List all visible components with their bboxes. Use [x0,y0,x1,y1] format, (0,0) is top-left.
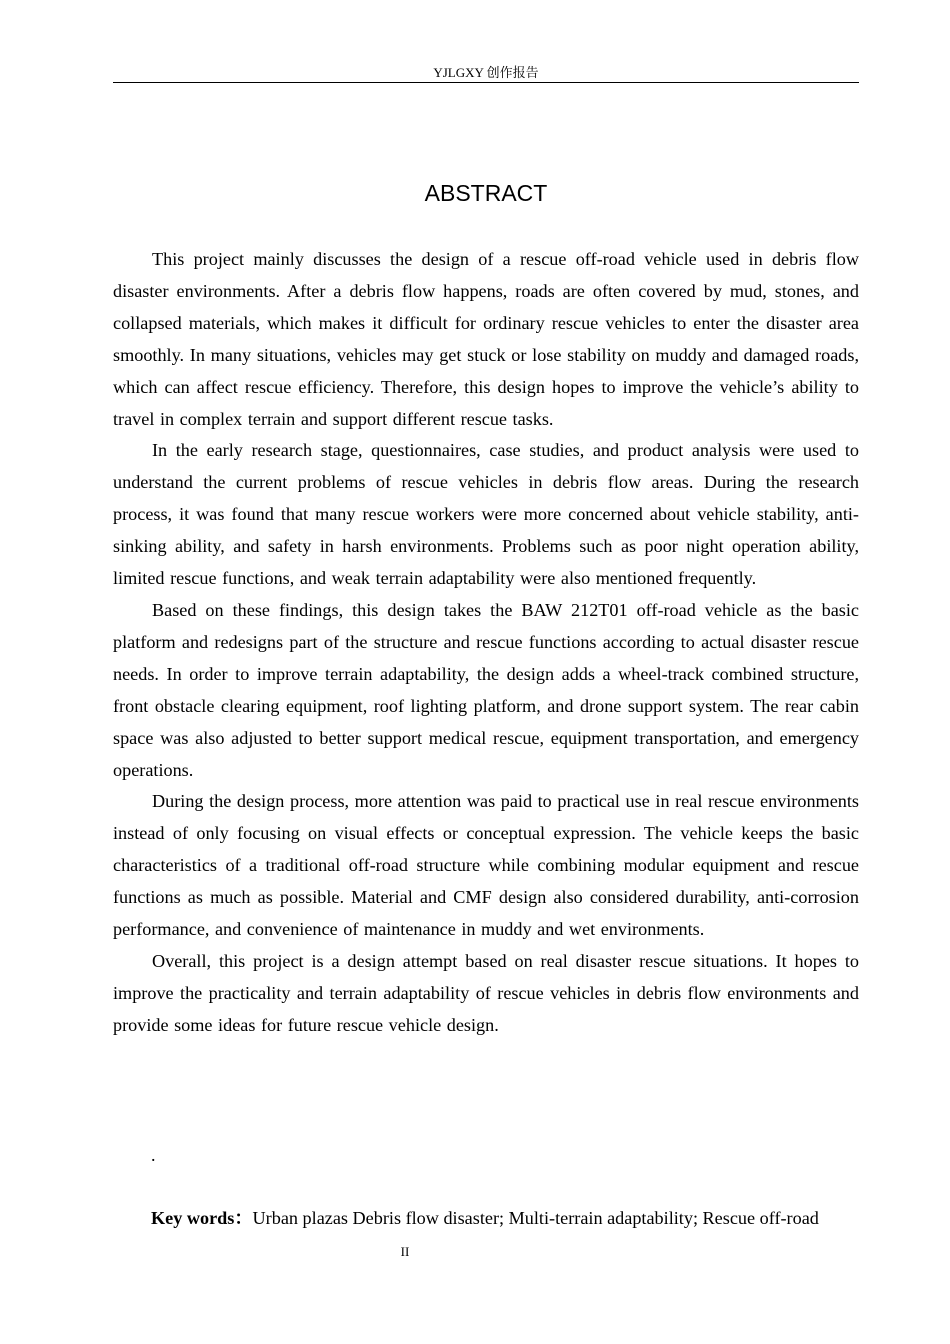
page-header: YJLGXY 创作报告 [113,66,859,83]
abstract-body [113,244,859,1042]
stray-period: . [151,1145,156,1165]
page-number: II [400,1244,410,1259]
keywords-text: Urban plazas Debris flow disaster; Multi-terrain adaptability; Rescue off-road [252,1208,819,1228]
abstract-paragraph-1: This project mainly discusses the design of a rescue off-road vehicle used in debris flow disaster environments. After a debris flow happens, roads are often covered by mud, stones, and collapsed materials, which makes it difficult for ordinary rescue vehicles to enter the disaster area smoothly. In many situations, vehicles may get stuck or lose stability on muddy and damaged roads, which can affect rescue efficiency. Therefore, this design hopes to improve the vehicle’s ability to travel in complex terrain and support different rescue tasks. [113,249,859,429]
abstract-title: ABSTRACT [424,180,548,206]
abstract-paragraph-4: During the design process, more attention was paid to practical use in real rescue environments instead of only focusing on visual effects or conceptual expression. The vehicle keeps the basic characteristics of a traditional off-road structure while combining modular equipment and rescue functions as much as possible. Material and CMF design also considered durability, anti-corrosion performance, and convenience of maintenance in muddy and wet environments. [113,791,859,940]
keywords-line [151,1203,871,1233]
abstract-paragraph-5: Overall, this project is a design attempt based on real disaster rescue situations. It hopes to improve the practicality and terrain adaptability of rescue vehicles in debris flow environments and provide some ideas for future rescue vehicle design. [113,950,859,1035]
abstract-paragraph-3: Based on these findings, this design takes the BAW 212T01 off-road vehicle as the basic platform and redesigns part of the structure and rescue functions according to actual disaster rescue needs. In order to improve terrain adaptability, the design adds a wheel-track combined structure, front obstacle clearing equipment, roof lighting platform, and drone support system. The rear cabin space was also adjusted to better support medical rescue, equipment transportation, and emergency operations. [113,599,859,780]
abstract-paragraph-2: In the early research stage, questionnaires, case studies, and product analysis were used to understand the current problems of rescue vehicles in debris flow areas. During the research process, it was found that many rescue workers were more concerned about vehicle stability, anti-sinking ability, and safety in harsh environments. Problems such as poor night operation ability, limited rescue functions, and weak terrain adaptability were also mentioned frequently. [113,440,859,589]
keywords-label: Key words： [151,1208,253,1228]
